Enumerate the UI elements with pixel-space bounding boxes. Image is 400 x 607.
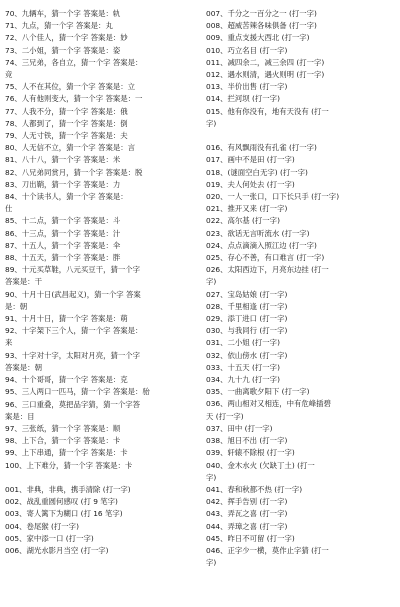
riddle-line: 034、九十九 (打一字): [206, 375, 280, 385]
riddle-line: 012、遇水则清，遇火则明 (打一字): [206, 70, 325, 80]
riddle-line: 90、十月十日(武昌起义)，猜一个字 答案: [5, 289, 141, 299]
riddle-line: 80、人无信不立，猜一个字 答案是：言: [5, 143, 136, 153]
riddle-line: 040、金木水火 (欠缺丁土) (打一: [206, 460, 315, 470]
riddle-line: 023、欲话无言听流水 (打一字): [206, 228, 310, 238]
riddle-line: 004、卷尾猴 (打一字): [5, 521, 79, 531]
riddle-line: 022、高尔基 (打一字): [206, 216, 280, 226]
riddle-line: 95、三人两口一匹马，猜一个字 答案是：骀: [5, 387, 150, 397]
riddle-line: 字): [206, 277, 217, 287]
riddle-line: 来: [5, 338, 13, 348]
left-column: [5, 8, 195, 557]
riddle-line: 77、人我不分，猜一个字 答案是：俄: [5, 106, 128, 116]
riddle-line: 025、存心不善，有口难言 (打一字): [206, 253, 325, 263]
riddle-line: 035、一曲离歌夕阳下 (打一字): [206, 387, 310, 397]
riddle-line: 78、人都到了，猜一个字 答案是：倒: [5, 118, 128, 128]
riddle-line: 028、千里相逢 (打一字): [206, 301, 288, 311]
riddle-line: 020、一人一张口，口下长只手 (打一字): [206, 192, 340, 202]
riddle-line: 043、弄瓦之喜 (打一字): [206, 509, 288, 519]
riddle-line: 70、九辆车，猜一个字 答案是：轨: [5, 9, 121, 18]
riddle-line: 001、非典，非典，携手清除 (打一字): [5, 484, 131, 494]
riddle-line: 005、家中添一口 (打一字): [5, 533, 94, 543]
riddle-line: 016、有风飘雨没有孔雀 (打一字): [206, 143, 317, 153]
riddle-line: 032、依山傍水 (打一字): [206, 350, 288, 360]
riddle-line: 044、弄璋之喜 (打一字): [206, 521, 288, 531]
riddle-line: 75、人不在其位，猜一个字 答案是：立: [5, 82, 136, 92]
riddle-line: 79、人无寸铁，猜一个字 答案是：夫: [5, 131, 128, 141]
riddle-line: 89、十元买草鞋，八元买豆干，猜一个字: [5, 265, 141, 275]
riddle-line: 案是：目: [5, 411, 35, 421]
riddle-line: 94、十个哥哥，猜一个字 答案是：克: [5, 375, 128, 385]
riddle-line: 81、八十八，猜一个字 答案是：米: [5, 155, 121, 165]
riddle-line: 031、二小姐 (打一字): [206, 338, 280, 348]
riddle-line: 73、二小姐，猜一个字 答案是：姿: [5, 45, 121, 55]
riddle-line: 015、他有你没有，地有天没有 (打一: [206, 106, 329, 116]
riddle-line: 033、十五天 (打一字): [206, 362, 280, 372]
blank-line: [5, 472, 195, 484]
riddle-line: 93、十字对十字，太阳对月亮，猜一个字: [5, 350, 141, 360]
riddle-line: 042、挥手告别 (打一字): [206, 497, 288, 507]
riddle-line: 010、巧立名目 (打一字): [206, 45, 288, 55]
riddle-line: 83、刀出鞘，猜一个字 答案是：力: [5, 179, 121, 189]
riddle-line: 014、拦河坝 (打一字): [206, 94, 280, 104]
riddle-line: 021、推开又来 (打一字): [206, 204, 288, 214]
riddle-line: 006、湖光水影月当空 (打一字): [5, 545, 109, 555]
riddle-line: 71、九点，猜一个字 答案是：丸: [5, 21, 113, 31]
riddle-line: 017、画中不是田 (打一字): [206, 155, 295, 165]
riddle-line: 029、添丁进口 (打一字): [206, 314, 288, 324]
right-column: [206, 8, 398, 569]
riddle-line: 046、正字少一横，莫作止字猜 (打一: [206, 545, 329, 555]
riddle-line: 96、三口重叠，莫把品字猜，猜一个字答: [5, 399, 141, 409]
riddle-line: 竞: [5, 70, 13, 80]
riddle-line: 76、人有他则变大，猜一个字 答案是：一: [5, 94, 143, 104]
riddle-line: 045、昨日不可留 (打一字): [206, 533, 295, 543]
riddle-line: 007、千分之一百分之一 (打一字): [206, 9, 317, 18]
riddle-line: 84、十个读书人，猜一个字 答案是：: [5, 192, 128, 202]
blank-line: [206, 130, 398, 142]
riddle-line: 86、十三点，猜一个字 答案是：汁: [5, 228, 121, 238]
riddle-line: 答案是：朝: [5, 362, 42, 372]
riddle-line: 72、八个佳人，猜一个字 答案是：妙: [5, 33, 128, 43]
riddle-line: 008、超威苦辣各味俱备 (打一字): [206, 21, 317, 31]
riddle-line: 011、减四余二，减三余四 (打一字): [206, 57, 325, 67]
riddle-line: 027、宝岛姑娘 (打一字): [206, 289, 288, 299]
riddle-line: 100、上下难分，猜一个字 答案是：卡: [5, 460, 133, 470]
riddle-line: 字): [206, 472, 217, 482]
riddle-line: 97、三张纸，猜一个字 答案是：顺: [5, 423, 121, 433]
riddle-line: 99、上下串通，猜一个字 答案是：卡: [5, 448, 128, 458]
riddle-line: 039、轩辕不除根 (打一字): [206, 448, 295, 458]
riddle-line: 030、与我同行 (打一字): [206, 326, 288, 336]
riddle-line: 82、八兄弟同赏月，猜一个字 答案是：脱: [5, 167, 143, 177]
riddle-line: 91、十月十日，猜一个字 答案是：萌: [5, 314, 128, 324]
riddle-line: 026、太阳西边下，月亮东边挂 (打一: [206, 265, 329, 275]
riddle-line: 024、点点滴滴入照江边 (打一字): [206, 240, 317, 250]
riddle-line: 037、田中 (打一字): [206, 423, 273, 433]
riddle-line: 92、十字架下三个人，猜一个字 答案是：: [5, 326, 143, 336]
riddle-line: 74、三兄弟，各自立，猜一个字 答案是：: [5, 57, 143, 67]
riddle-line: 88、十五天，猜一个字 答案是：胖: [5, 253, 121, 263]
riddle-line: 答案是：干: [5, 277, 42, 287]
riddle-line: 天 (打一字): [206, 411, 244, 421]
riddle-line: 018、(谜面空白无字) (打一字): [206, 167, 308, 177]
riddle-line: 字): [206, 118, 217, 128]
riddle-line: 85、十二点，猜一个字 答案是：斗: [5, 216, 121, 226]
riddle-line: 字): [206, 558, 217, 568]
riddle-line: 036、两山相对又相连，中有危峰插碧: [206, 399, 331, 409]
riddle-line: 009、重点支援大西北 (打一字): [206, 33, 310, 43]
riddle-line: 019、夫人何处去 (打一字): [206, 179, 295, 189]
riddle-line: 013、半价出售 (打一字): [206, 82, 288, 92]
riddle-line: 003、寄人篱下为糊口 (打 16 笔字): [5, 509, 123, 519]
riddle-line: 038、旭日不出 (打一字): [206, 436, 288, 446]
riddle-line: 是：朝: [5, 301, 28, 311]
riddle-line: 87、十五人，猜一个字 答案是：伞: [5, 240, 121, 250]
riddle-line: 002、战乱重圆何感叹 (打 9 笔字): [5, 497, 118, 507]
riddle-line: 98、上下合，猜一个字 答案是：卡: [5, 436, 121, 446]
riddle-line: 041、春和秋都不热 (打一字): [206, 484, 303, 494]
riddle-line: 仕: [5, 204, 13, 214]
